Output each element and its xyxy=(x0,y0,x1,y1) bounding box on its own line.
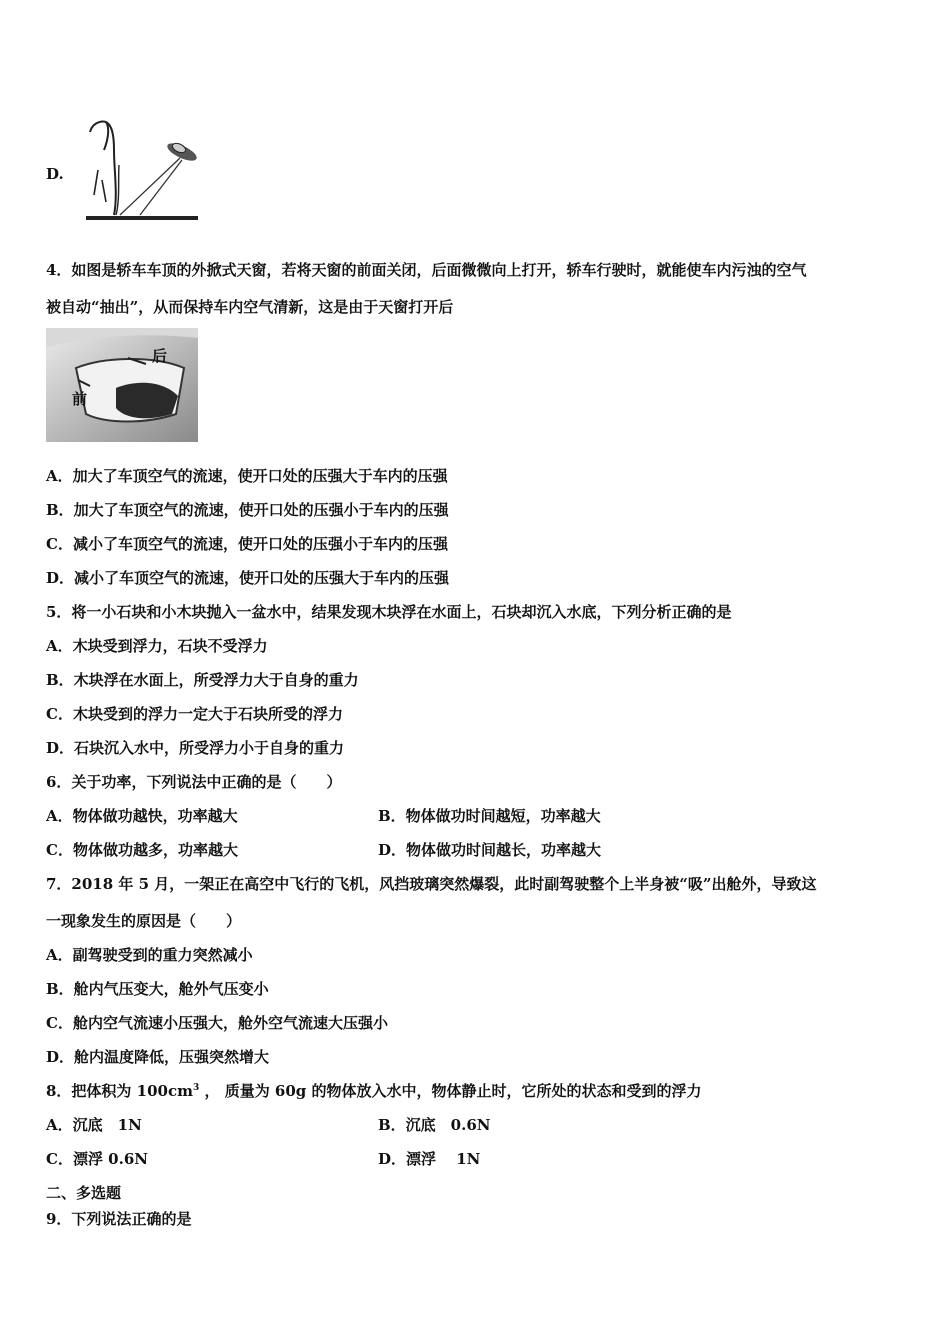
q6-option-b: B．物体做功时间越短，功率越大 xyxy=(378,807,601,825)
q4-option-d: D．减小了车顶空气的流速，使开口处的压强大于车内的压强 xyxy=(46,569,450,587)
section2-heading: 二、多选题 xyxy=(46,1184,122,1202)
q7-stem-line1: 7．2018 年 5 月，一架正在高空中飞行的飞机，风挡玻璃突然爆裂，此时副驾驶整个上半身被“吸”出舱外，导致这 xyxy=(46,875,817,893)
q8-stem xyxy=(46,1081,702,1101)
q4-option-c: C．减小了车顶空气的流速，使开口处的压强小于车内的压强 xyxy=(46,535,448,553)
q5-option-d: D．石块沉入水中，所受浮力小于自身的重力 xyxy=(46,739,345,757)
q5-option-c: C．木块受到的浮力一定大于石块所受的浮力 xyxy=(46,705,343,723)
q4-stem-line2: 被自动“抽出”，从而保持车内空气清新，这是由于天窗打开后 xyxy=(46,298,454,316)
q4-figure-label-front: 前 xyxy=(72,390,88,408)
q8-option-b: B．沉底 0.6N xyxy=(378,1116,491,1134)
q7-option-c: C．舱内空气流速小压强大，舱外空气流速大压强小 xyxy=(46,1014,388,1032)
q7-option-a: A．副驾驶受到的重力突然减小 xyxy=(46,946,253,964)
q8-option-d: D．漂浮 1N xyxy=(378,1150,481,1168)
q4-option-b: B．加大了车顶空气的流速，使开口处的压强小于车内的压强 xyxy=(46,501,449,519)
q3-option-d-figure xyxy=(84,110,202,224)
q5-stem: 5．将一小石块和小木块抛入一盆水中，结果发现木块浮在水面上，石块却沉入水底，下列分析正确的是 xyxy=(46,603,732,621)
q8-option-c: C．漂浮 0.6N xyxy=(46,1150,148,1168)
q8-option-a: A．沉底 1N xyxy=(46,1116,142,1134)
q6-option-a: A．物体做功越快，功率越大 xyxy=(46,807,238,825)
q9-stem: 9．下列说法正确的是 xyxy=(46,1210,192,1228)
q6-stem: 6．关于功率，下列说法中正确的是（ ） xyxy=(46,773,342,791)
q5-option-a: A．木块受到浮力，石块不受浮力 xyxy=(46,637,268,655)
q6-option-c: C．物体做功越多，功率越大 xyxy=(46,841,238,859)
q4-stem-line1: 4．如图是轿车车顶的外掀式天窗，若将天窗的前面关闭，后面微微向上打开，轿车行驶时，就能使车内污浊的空气 xyxy=(46,261,807,279)
q4-option-a: A．加大了车顶空气的流速，使开口处的压强大于车内的压强 xyxy=(46,467,448,485)
q7-option-d: D．舱内温度降低，压强突然增大 xyxy=(46,1048,270,1066)
q7-option-b: B．舱内气压变大，舱外气压变小 xyxy=(46,980,269,998)
q4-figure-label-back: 后 xyxy=(152,347,168,365)
q4-sunroof-figure xyxy=(46,328,198,442)
q7-stem-line2: 一现象发生的原因是（ ） xyxy=(46,912,242,930)
q5-option-b: B．木块浮在水面上，所受浮力大于自身的重力 xyxy=(46,671,359,689)
q8-stem-prefix: 8．把体积为 100cm xyxy=(46,1082,193,1100)
q8-stem-sup: 3 xyxy=(192,1083,200,1093)
q6-option-d: D．物体做功时间越长，功率越大 xyxy=(378,841,602,859)
q8-stem-suffix: ， 质量为 60g 的物体放入水中，物体静止时，它所处的状态和受到的浮力 xyxy=(199,1082,702,1100)
q3-option-d-label: D. xyxy=(46,165,64,183)
